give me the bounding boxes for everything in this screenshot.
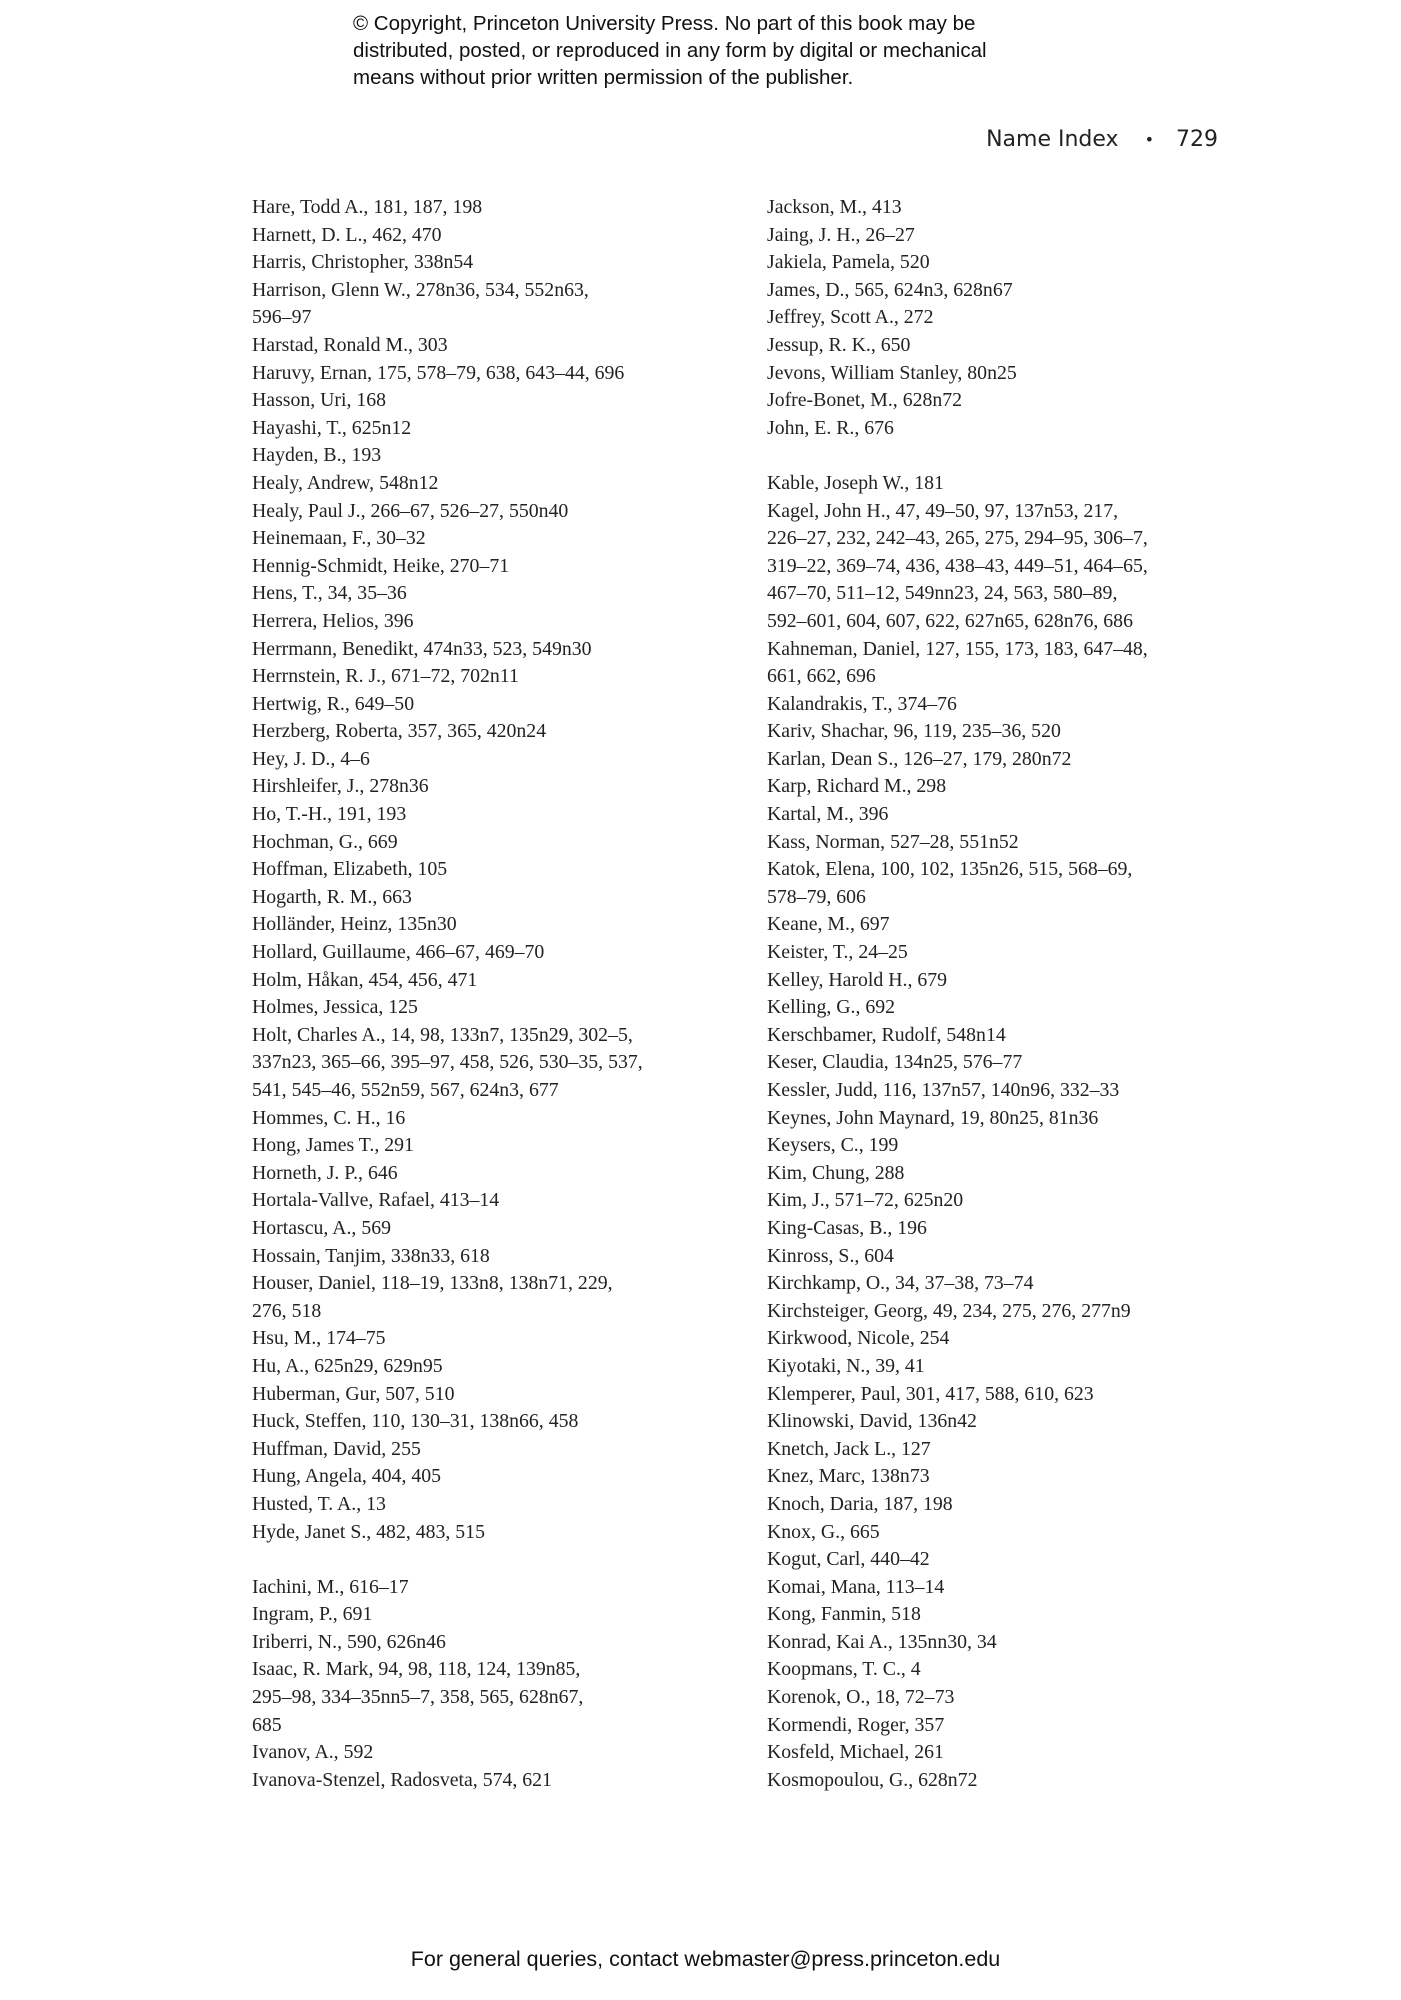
index-entry: Kessler, Judd, 116, 137n57, 140n96, 332–33 [767,1079,1120,1101]
index-entry: Kelley, Harold H., 679 [767,968,948,991]
index-entry: Hens, T., 34, 35–36 [252,582,407,605]
index-entry: James, D., 565, 624n3, 628n67 [767,278,1013,301]
index-entry: Hey, J. D., 4–6 [252,747,370,770]
index-entry: Kariv, Shachar, 96, 119, 235–36, 520 [767,720,1061,743]
index-entry: Huffman, David, 255 [252,1437,421,1460]
index-entry: Houser, Daniel, 118–19, 133n8, 138n71, 229, 276, 518 [252,1272,613,1322]
index-entry: Kong, Fanmin, 518 [767,1603,921,1626]
index-entry: Hyde, Janet S., 482, 483, 515 [252,1520,485,1543]
index-entry: Kirchkamp, O., 34, 37–38, 73–74 [767,1272,1034,1295]
index-entry: Iriberri, N., 590, 626n46 [252,1630,446,1653]
index-entry: Holländer, Heinz, 135n30 [252,913,457,936]
index-entry: Kinross, S., 604 [767,1244,894,1267]
index-entry: Healy, Paul J., 266–67, 526–27, 550n40 [252,499,569,522]
index-entry: Hong, James T., 291 [252,1134,414,1157]
index-entry: Kagel, John H., 47, 49–50, 97, 137n53, 217, 226–27, 232, 242–43, 265, 275, 294–95, 306–7, 319–22, 369–74, 436, 438–43, 449–51, 464–65, 467–70, 511–12, 549nn23, 24, 563, 580–89, 592–601, 604, 607, 622, 627n65, 628n76, 686 [767,499,1148,632]
index-entry: Harris, Christopher, 338n54 [252,251,474,274]
index-entry: Hung, Angela, 404, 405 [252,1465,442,1488]
bullet-separator: • [1144,130,1154,149]
index-entry: Kirkwood, Nicole, 254 [767,1327,950,1350]
index-entry: John, E. R., 676 [767,416,894,439]
index-entry: Harstad, Ronald M., 303 [252,333,448,356]
index-entry: Kormendi, Roger, 357 [767,1713,945,1736]
index-column-right [767,194,1227,1794]
index-entry: Hortascu, A., 569 [252,1216,391,1239]
index-entry: Kim, Chung, 288 [767,1161,905,1184]
index-entry: Haruvy, Ernan, 175, 578–79, 638, 643–44, 696 [252,361,625,384]
index-entry: Hennig-Schmidt, Heike, 270–71 [252,554,510,577]
index-entry: Knez, Marc, 138n73 [767,1465,930,1488]
index-entry: Healy, Andrew, 548n12 [252,471,439,494]
index-entry: Koopmans, T. C., 4 [767,1658,921,1681]
index-entry: Klemperer, Paul, 301, 417, 588, 610, 623 [767,1382,1094,1405]
copyright-line: © Copyright, Princeton University Press. No part of this book may be [353,12,976,35]
index-entry: Komai, Mana, 113–14 [767,1575,945,1598]
index-entry: Jevons, William Stanley, 80n25 [767,361,1017,384]
index-entry: Horneth, J. P., 646 [252,1161,398,1184]
index-entry: Isaac, R. Mark, 94, 98, 118, 124, 139n85, 295–98, 334–35nn5–7, 358, 565, 628n67, 685 [252,1658,584,1736]
index-entry: Harnett, D. L., 462, 470 [252,223,442,246]
copyright-line: means without prior written permission of the publisher. [353,66,854,89]
index-entry: Hu, A., 625n29, 629n95 [252,1354,443,1377]
index-entry: Herrmann, Benedikt, 474n33, 523, 549n30 [252,637,592,660]
index-entry: Huberman, Gur, 507, 510 [252,1382,455,1405]
index-entry: Herrera, Helios, 396 [252,609,414,632]
index-entry: Husted, T. A., 13 [252,1492,386,1515]
section-title: Name Index [986,127,1119,152]
index-entry: Kass, Norman, 527–28, 551n52 [767,830,1019,853]
index-entry: Hasson, Uri, 168 [252,389,387,412]
index-entry: Hayden, B., 193 [252,444,382,467]
index-entry: Hollard, Guillaume, 466–67, 469–70 [252,941,545,964]
index-entry: Hommes, C. H., 16 [252,1106,406,1129]
index-entry: King-Casas, B., 196 [767,1216,927,1239]
index-entry: Holmes, Jessica, 125 [252,996,418,1019]
index-entry: Kim, J., 571–72, 625n20 [767,1189,964,1212]
index-entry: Kerschbamer, Rudolf, 548n14 [767,1023,1006,1046]
index-entry: Jackson, M., 413 [767,196,902,218]
index-entry: Ivanova-Stenzel, Radosveta, 574, 621 [252,1768,552,1791]
index-entry: Knox, G., 665 [767,1520,880,1543]
index-entry: Karlan, Dean S., 126–27, 179, 280n72 [767,747,1072,770]
index-entry: Kable, Joseph W., 181 [767,471,944,494]
index-entry: Keynes, John Maynard, 19, 80n25, 81n36 [767,1106,1099,1129]
index-entry: Konrad, Kai A., 135nn30, 34 [767,1630,997,1653]
index-entry: Kalandrakis, T., 374–76 [767,692,957,715]
index-entry: Herzberg, Roberta, 357, 365, 420n24 [252,720,547,743]
index-entry: Jofre-Bonet, M., 628n72 [767,389,963,412]
index-entry: Hertwig, R., 649–50 [252,692,415,715]
index-entry: Karp, Richard M., 298 [767,775,947,798]
index-entry: Kiyotaki, N., 39, 41 [767,1354,925,1377]
index-entry: Hossain, Tanjim, 338n33, 618 [252,1244,490,1267]
index-entry: Kelling, G., 692 [767,996,896,1019]
footer-contact: For general queries, contact webmaster@press.princeton.edu [410,1947,1001,1971]
index-entry: Korenok, O., 18, 72–73 [767,1686,955,1709]
index-entry: Iachini, M., 616–17 [252,1575,409,1598]
index-entry: Ivanov, A., 592 [252,1741,374,1764]
index-entry: Keysers, C., 199 [767,1134,899,1157]
index-entry: Herrnstein, R. J., 671–72, 702n11 [252,665,519,688]
index-entry: Huck, Steffen, 110, 130–31, 138n66, 458 [252,1410,579,1433]
index-entry: Jeffrey, Scott A., 272 [767,306,934,329]
index-column-left [252,194,732,1794]
copyright-line: distributed, posted, or reproduced in any form by digital or mechanical [353,39,987,62]
index-entry: Jaing, J. H., 26–27 [767,223,915,246]
index-entry: Kosfeld, Michael, 261 [767,1741,944,1764]
index-entry: Klinowski, David, 136n42 [767,1410,977,1433]
index-entry: Hirshleifer, J., 278n36 [252,775,429,798]
index-entry: Heinemaan, F., 30–32 [252,527,426,550]
running-head [986,127,1218,152]
index-entry: Holt, Charles A., 14, 98, 133n7, 135n29, 302–5, 337n23, 365–66, 395–97, 458, 526, 530–35, 537, 541, 545–46, 552n59, 567, 624n3, 677 [252,1023,643,1101]
index-entry: Keane, M., 697 [767,913,890,936]
index-entry: Kirchsteiger, Georg, 49, 234, 275, 276, 277n9 [767,1299,1131,1322]
page-number: 729 [1176,127,1218,152]
index-entry: Kogut, Carl, 440–42 [767,1548,930,1571]
index-entry: Knetch, Jack L., 127 [767,1437,931,1460]
index-entry: Jessup, R. K., 650 [767,333,911,356]
index-entry: Hsu, M., 174–75 [252,1327,386,1350]
index-entry: Keister, T., 24–25 [767,941,908,964]
index-entry: Hayashi, T., 625n12 [252,416,412,439]
index-entry: Hortala-Vallve, Rafael, 413–14 [252,1189,500,1212]
index-entry: Kahneman, Daniel, 127, 155, 173, 183, 647–48, 661, 662, 696 [767,637,1148,688]
letter-group-gap [767,442,1227,470]
index-entry: Ingram, P., 691 [252,1603,373,1626]
index-entry: Keser, Claudia, 134n25, 576–77 [767,1051,1023,1074]
index-entry: Jakiela, Pamela, 520 [767,251,930,274]
index-entry: Katok, Elena, 100, 102, 135n26, 515, 568–69, 578–79, 606 [767,858,1133,908]
index-entry: Knoch, Daria, 187, 198 [767,1492,953,1515]
index-entry: Holm, Håkan, 454, 456, 471 [252,968,478,991]
letter-group-gap [252,1546,732,1574]
index-entry: Hogarth, R. M., 663 [252,885,412,908]
index-entry: Hochman, G., 669 [252,830,398,853]
index-entry: Hoffman, Elizabeth, 105 [252,858,448,881]
copyright-notice [353,10,1113,91]
index-entry: Harrison, Glenn W., 278n36, 534, 552n63, 596–97 [252,278,589,329]
index-entry: Kosmopoulou, G., 628n72 [767,1768,978,1791]
index-entry: Ho, T.-H., 191, 193 [252,803,407,826]
index-entry: Hare, Todd A., 181, 187, 198 [252,196,483,218]
index-entry: Kartal, M., 396 [767,803,889,826]
